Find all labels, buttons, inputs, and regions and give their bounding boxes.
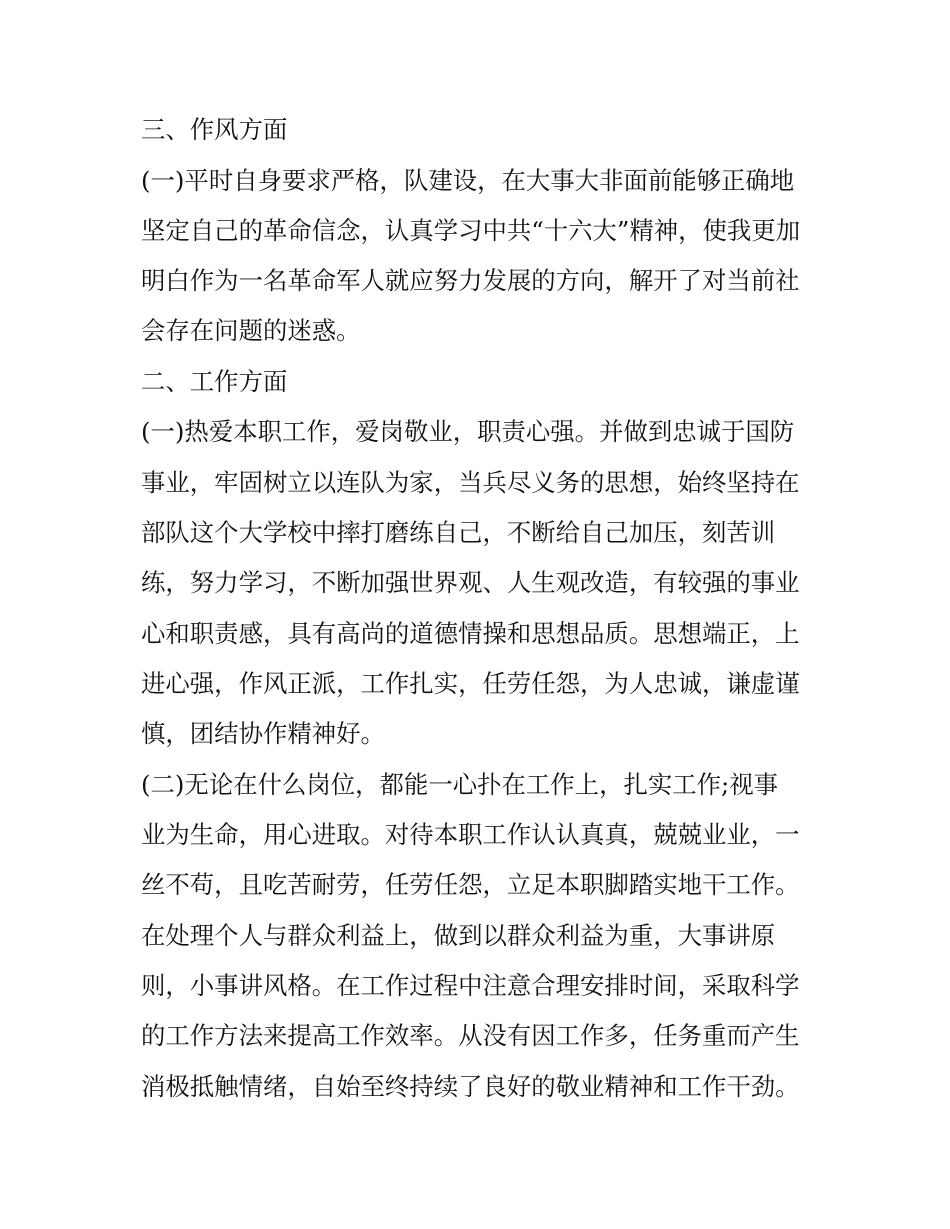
paragraph-line: 在处理个人与群众利益上，做到以群众利益为重，大事讲原 [141, 921, 776, 950]
paragraph-line: 业为生命，用心进取。对待本职工作认认真真，兢兢业业，一 [141, 820, 800, 849]
paragraph-line: 慎，团结协作精神好。 [141, 719, 385, 748]
paragraph-line: 明白作为一名革命军人就应努力发展的方向，解开了对当前社 [141, 266, 800, 295]
paragraph-line: 心和职责感，具有高尚的道德情操和思想品质。思想端正，上 [141, 619, 800, 648]
paragraph-line: 丝不苟，且吃苦耐劳，任劳任怨，立足本职脚踏实地干工作。 [141, 870, 800, 899]
paragraph-line: 的工作方法来提高工作效率。从没有因工作多，任务重而产生 [141, 1021, 800, 1050]
paragraph-line: 消极抵触情绪，自始至终持续了良好的敬业精神和工作干劲。 [141, 1072, 800, 1101]
paragraph-line: 事业，牢固树立以连队为家，当兵尽义务的思想，始终坚持在 [141, 468, 800, 497]
paragraph-line: 进心强，作风正派，工作扎实，任劳任怨，为人忠诚，谦虚谨 [141, 669, 800, 698]
paragraph-line: 部队这个大学校中摔打磨练自己，不断给自己加压，刻苦训 [141, 518, 776, 547]
paragraph-line: 会存在问题的迷惑。 [141, 316, 361, 345]
section-heading-conduct: 三、作风方面 [141, 115, 288, 144]
paragraph-line: 练，努力学习，不断加强世界观、人生观改造，有较强的事业 [141, 568, 800, 597]
paragraph-line: (一)热爱本职工作，爱岗敬业，职责心强。并做到忠诚于国防 [141, 417, 795, 446]
paragraph-line: (一)平时自身要求严格，队建设，在大事大非面前能够正确地 [141, 166, 795, 195]
paragraph-line: (二)无论在什么岗位，都能一心扑在工作上，扎实工作;视事 [141, 770, 779, 799]
paragraph-line: 坚定自己的革命信念，认真学习中共“十六大”精神，使我更加 [141, 216, 801, 245]
section-heading-work: 二、工作方面 [141, 367, 288, 396]
paragraph-line: 则，小事讲风格。在工作过程中注意合理安排时间，采取科学 [141, 971, 800, 1000]
